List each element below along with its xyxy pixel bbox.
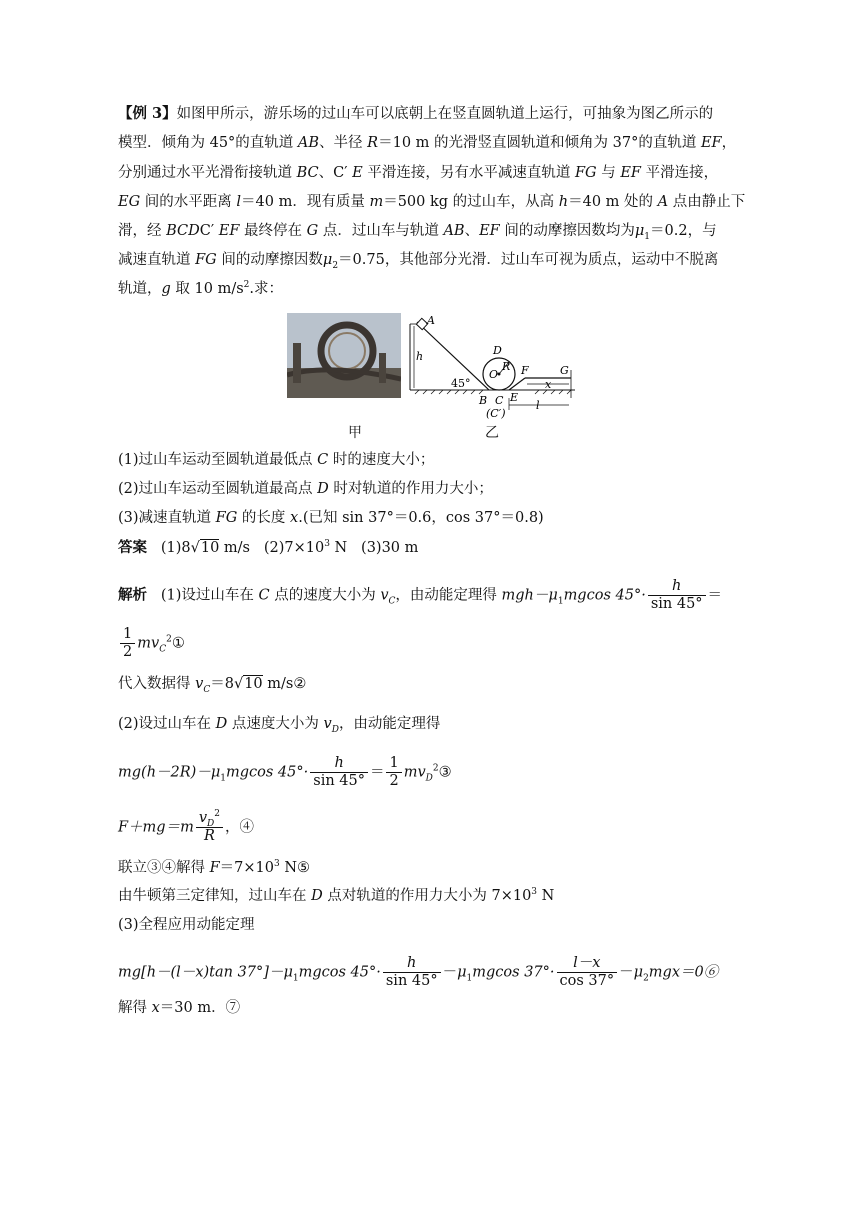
answer-label: 答案: [118, 539, 147, 556]
label-l: l: [536, 399, 540, 412]
solution-line-6: F＋mg＝m $\frac{v_D^2}{R}$ ，④: [118, 809, 254, 844]
solution-line-1: 解析 (1)设过山车在 C 点的速度大小为 $v_C$，由动能定理得 $mgh-\mu_1mgcos$ 45°· $\frac{h}{\sin 45^\circ}$ ＝: [118, 578, 723, 612]
figure-label-yi: 乙: [485, 425, 499, 441]
solution-line-2: $\frac{1}{2}$ $mv_C^2①$: [118, 626, 185, 661]
problem-line-7: 轨道，g 取 10 $m/s^2$.求：: [118, 280, 283, 297]
label-O: O: [489, 368, 499, 381]
fraction-half: $\frac{1}{2}$: [120, 626, 135, 661]
solution-line-8: 由牛顿第三定律知，过山车在 D 点对轨道的作用力大小为 $7\times 10^3$ N: [118, 887, 555, 904]
problem-line-5: 滑，经 BCDC′ EF 最终停在 G 点．过山车与轨道 AB、EF 间的动摩擦因数均为$\mu_1=0.2$，与: [118, 223, 717, 242]
question-3: (3)减速直轨道 FG 的长度 x.(已知 sin 37°＝0.6，cos 37°＝0.8): [118, 510, 544, 526]
label-45: 45°: [451, 377, 471, 390]
track-diagram: [405, 312, 580, 432]
label-G: G: [560, 364, 569, 377]
label-Cp: (C′): [486, 407, 506, 420]
solution-line-3: 代入数据得 $v_C=8√10$ m/s②: [118, 676, 307, 695]
label-h: h: [416, 350, 424, 363]
problem-line-6: 减速直轨道 FG 间的动摩擦因数$\mu_2=0.75$，其他部分光滑．过山车可视为质点，运动中不脱离: [118, 252, 719, 271]
problem-line-3: 分别通过水平光滑衔接轨道 BC、C′ E 平滑连接，另有水平减速直轨道 FG 与 EF 平滑连接，: [118, 165, 719, 181]
fraction-half-2: $\frac{1}{2}$: [386, 755, 401, 790]
problem-line-4: EG 间的水平距离 l＝40 m．现有质量 m＝500 kg 的过山车，从高 h＝40 m 处的 A 点由静止下: [118, 194, 746, 210]
fraction-vd2-r: $\frac{v_D^2}{R}$: [196, 810, 223, 845]
fraction-h-sin45: $\frac{h}{\sin 45^\circ}$: [648, 578, 706, 613]
figure-label-jia: 甲: [348, 425, 362, 441]
question-2: (2)过山车运动至圆轨道最高点 D 时对轨道的作用力大小；: [118, 481, 493, 497]
question-1: (1)过山车运动至圆轨道最低点 C 时的速度大小；: [118, 452, 435, 468]
solution-line-4: (2)设过山车在 D 点速度大小为 $v_D$，由动能定理得: [118, 716, 441, 735]
solution-line-11: 解得 x＝30 m．⑦: [118, 1000, 241, 1016]
label-E: E: [510, 391, 519, 404]
label-B: B: [479, 394, 488, 407]
solution-line-7: 联立③④解得 $F=7\times 10^3$ N⑤: [118, 859, 311, 876]
fraction-h-sin45-3: $\frac{h}{\sin 45^\circ}$: [383, 955, 441, 990]
example-tag: 【例 3】: [118, 105, 177, 122]
problem-line-1: 【例 3】如图甲所示，游乐场的过山车可以底朝上在竖直圆轨道上运行，可抽象为图乙所示的: [118, 105, 714, 122]
label-R: R: [502, 360, 511, 373]
label-x: x: [545, 378, 552, 391]
label-D: D: [493, 344, 502, 357]
label-A: A: [427, 314, 435, 327]
solution-line-5: $mg(h-2R)-\mu_1mgcos$ 45°· $\frac{h}{\sin 45^\circ}$ ＝ $\frac{1}{2}$ $mv_D^2③$: [118, 755, 452, 789]
solution-line-10: mg[h－(l－x)tan $37^\circ]-\mu_1mgcos$ 45°· $\frac{h}{\sin 45^\circ}$ $-\mu_1mgcos$ 37°· $\frac{l-x}{\cos 37^\circ}$ $-\mu_2mgx=0⑥$: [118, 955, 719, 989]
problem-line-2: 模型．倾角为 45°的直轨道 AB、半径 R＝10 m 的光滑竖直圆轨道和倾角为 37°的直轨道 EF，: [118, 135, 737, 151]
fraction-h-sin45-2: $\frac{h}{\sin 45^\circ}$: [310, 755, 368, 790]
roller-coaster-photo: [287, 313, 401, 398]
label-F: F: [521, 364, 529, 377]
fraction-lx-cos37: $\frac{l-x}{\cos 37^\circ}$: [557, 955, 618, 990]
label-C: C: [495, 394, 504, 407]
solution-line-9: (3)全程应用动能定理: [118, 917, 255, 933]
solution-label: 解析: [118, 586, 147, 604]
answer-line: 答案 (1)8√10 m/s $(2)7\times 10^3$ N (3)30 m: [118, 539, 419, 556]
